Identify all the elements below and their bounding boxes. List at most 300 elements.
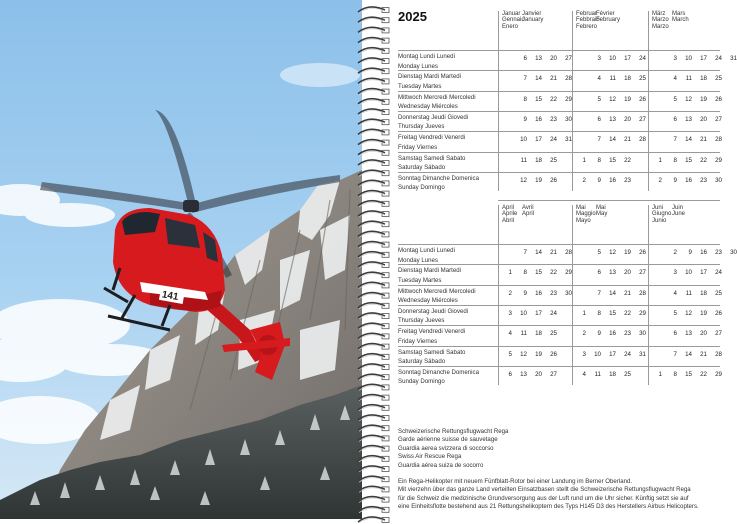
spiral-ring [358, 354, 389, 360]
day-number: 29 [639, 309, 646, 317]
spiral-ring [358, 517, 389, 523]
row-divider [398, 305, 720, 306]
day-number: 16 [609, 176, 616, 184]
spiral-ring [358, 374, 389, 380]
day-number: 16 [535, 115, 542, 123]
day-number: 23 [624, 330, 631, 338]
weekday-label [398, 307, 468, 326]
row-divider [398, 91, 720, 92]
month-name-col1 [502, 205, 517, 224]
month-name: Februar [576, 11, 598, 17]
month-separator [572, 205, 573, 385]
weekday-names: Wednesday Miércoles [398, 297, 458, 305]
weekday-names: Friday Viernes [398, 143, 438, 151]
spiral-ring [358, 119, 389, 125]
day-number: 22 [550, 269, 557, 277]
day-number: 19 [624, 249, 631, 256]
month-name: Mai [576, 205, 586, 211]
weekday-names: Saturday Sábado [398, 164, 446, 171]
day-number: 25 [550, 330, 557, 338]
day-number: 24 [550, 136, 557, 144]
day-number: 16 [535, 289, 542, 297]
weekday-names: Monday Lunes [398, 62, 438, 70]
day-number: 17 [624, 55, 631, 62]
day-number: 19 [535, 350, 542, 358]
spiral-ring [358, 323, 389, 329]
month-name-col2 [672, 11, 689, 24]
day-number: 28 [639, 289, 646, 297]
day-number: 20 [550, 55, 557, 62]
month-name: Février [596, 11, 615, 17]
day-number: 3 [582, 350, 586, 358]
month-separator [648, 11, 649, 191]
day-number: 17 [535, 309, 542, 317]
day-number: 28 [639, 136, 646, 144]
spiral-ring [358, 180, 389, 186]
day-number: 26 [715, 309, 722, 317]
day-number: 5 [508, 350, 512, 358]
spiral-ring [358, 99, 389, 105]
day-number: 21 [550, 249, 557, 256]
day-number: 20 [700, 330, 707, 338]
day-number: 14 [685, 350, 692, 358]
day-number: 25 [550, 156, 557, 164]
day-number: 7 [673, 136, 677, 144]
day-number: 19 [535, 176, 542, 184]
weekday-label [398, 133, 465, 152]
spiral-ring [358, 89, 389, 95]
spiral-ring [358, 435, 389, 441]
weekday-names: Wednesday Miércoles [398, 103, 458, 111]
day-number: 16 [700, 249, 707, 256]
day-number: 25 [715, 289, 722, 297]
weekday-names: Sonntag Dimanche Domenica [398, 174, 479, 182]
day-number: 28 [715, 350, 722, 358]
month-name: Marzo [652, 23, 669, 30]
day-number: 6 [597, 115, 601, 123]
spiral-ring [358, 262, 389, 268]
spiral-ring [358, 150, 389, 156]
spiral-ring [358, 395, 389, 401]
day-number: 11 [520, 330, 527, 338]
day-number: 20 [624, 115, 631, 123]
day-number: 25 [639, 75, 646, 83]
day-number: 3 [673, 269, 677, 277]
weekday-names: Montag Lundi Lunedi [398, 247, 455, 254]
day-number: 4 [582, 370, 586, 378]
day-number: 9 [673, 176, 677, 184]
day-number: 11 [685, 289, 692, 297]
day-number: 1 [582, 156, 586, 164]
day-number: 18 [700, 289, 707, 297]
row-divider [398, 264, 720, 265]
month-name: Avril [522, 205, 534, 211]
weekday-label [398, 266, 461, 285]
row-divider [398, 152, 720, 153]
day-number: 2 [673, 249, 677, 256]
day-number: 1 [582, 309, 586, 317]
spiral-ring [358, 231, 389, 237]
weekday-names: Donnerstag Jeudi Giovedi [398, 307, 469, 315]
day-number: 26 [715, 95, 722, 103]
day-number: 13 [609, 269, 616, 277]
month-name-col2 [522, 11, 543, 24]
day-number: 29 [565, 269, 572, 277]
day-number: 7 [597, 289, 601, 297]
weekday-names: Montag Lundi Lunedi [398, 53, 455, 60]
day-number: 31 [639, 350, 646, 358]
month-name: Mayo [576, 217, 591, 224]
weekday-label [398, 174, 479, 193]
day-number: 25 [715, 75, 722, 83]
month-name: April [502, 205, 515, 211]
spiral-ring [358, 507, 389, 513]
day-number: 15 [535, 95, 542, 103]
spiral-ring [358, 272, 389, 278]
spiral-ring [358, 456, 389, 462]
day-number: 6 [523, 55, 527, 62]
caption-line: Guardia aérea suiza de socorro [398, 461, 484, 469]
day-number: 2 [658, 176, 662, 184]
day-number: 31 [730, 55, 737, 62]
spiral-ring [358, 242, 389, 248]
day-number: 14 [535, 75, 542, 83]
day-number: 7 [523, 249, 527, 256]
day-number: 13 [535, 55, 542, 62]
spiral-ring [358, 78, 389, 84]
day-number: 20 [624, 269, 631, 277]
day-number: 1 [658, 156, 662, 164]
day-number: 29 [715, 156, 722, 164]
day-number: 14 [535, 249, 542, 256]
description-line: für die Schweiz die medizinische Grundversorgung aus der Luft rund um die Uhr sicher. Künftig setzt sie auf [398, 494, 689, 502]
day-number: 31 [565, 136, 572, 144]
day-number: 30 [730, 249, 737, 256]
day-number: 8 [597, 309, 601, 317]
row-divider [398, 346, 720, 347]
day-number: 13 [609, 115, 616, 123]
weekday-names: Thursday Jueves [398, 123, 445, 131]
day-number: 16 [609, 330, 616, 338]
day-number: 10 [685, 269, 692, 277]
day-number: 5 [597, 95, 601, 103]
spiral-ring [358, 68, 389, 74]
day-number: 1 [658, 370, 662, 378]
day-number: 1 [508, 269, 512, 277]
caption-line: Garde aérienne suisse de sauvetage [398, 436, 498, 444]
weekday-names: Sonntag Dimanche Domenica [398, 368, 479, 376]
day-number: 23 [550, 115, 557, 123]
month-name-col1 [652, 205, 671, 224]
day-number: 9 [597, 176, 601, 184]
day-number: 21 [700, 136, 707, 144]
day-number: 27 [715, 115, 722, 123]
day-number: 10 [685, 55, 692, 62]
caption-line: Schweizerische Rettungsflugwacht Rega [398, 428, 509, 435]
row-divider [398, 70, 720, 71]
day-number: 13 [685, 115, 692, 123]
weekday-label [398, 348, 465, 367]
day-number: 12 [609, 95, 616, 103]
day-number: 17 [700, 269, 707, 277]
day-number: 12 [520, 176, 527, 184]
caption-line: Swiss Air Rescue Rega [398, 453, 462, 461]
month-separator [648, 205, 649, 385]
spiral-ring [358, 129, 389, 135]
month-name: Junio [652, 217, 667, 224]
day-number: 7 [673, 350, 677, 358]
day-number: 26 [639, 95, 646, 103]
month-name: June [672, 211, 686, 218]
day-number: 28 [565, 75, 572, 83]
day-number: 3 [508, 309, 512, 317]
day-number: 6 [673, 330, 677, 338]
day-number: 7 [597, 136, 601, 144]
month-name: Janvier [522, 11, 542, 17]
month-name: Giugno [652, 211, 672, 218]
month-name: Januar [502, 11, 521, 17]
month-name: Aprile [502, 211, 518, 218]
weekday-names: Mittwoch Mercredi Mercoledi [398, 93, 476, 101]
month-name-col1 [576, 205, 596, 224]
month-name-col2 [596, 11, 620, 24]
day-number: 6 [597, 269, 601, 277]
day-number: 21 [550, 75, 557, 83]
day-number: 21 [624, 136, 631, 144]
month-name: February [596, 17, 621, 24]
day-number: 4 [673, 75, 677, 83]
day-number: 26 [639, 249, 646, 256]
weekday-names: Samstag Samedi Sabato [398, 348, 466, 356]
spiral-ring [358, 160, 389, 166]
row-divider [398, 111, 720, 112]
weekday-names: Freitag Vendredi Venerdi [398, 328, 466, 336]
day-number: 8 [523, 269, 527, 277]
weekday-names: Donnerstag Jeudi Giovedi [398, 113, 469, 121]
weekday-names: Saturday Sábado [398, 358, 446, 365]
description-line: Ein Rega-Helikopter mit neuem Fünfblatt-Rotor bei einer Landung im Berner Oberland. [398, 478, 633, 485]
spiral-ring [358, 415, 389, 421]
day-number: 12 [685, 309, 692, 317]
day-number: 22 [550, 95, 557, 103]
day-number: 23 [700, 176, 707, 184]
row-divider [398, 244, 720, 245]
month-name-col2 [596, 205, 607, 218]
month-name: Enero [502, 23, 519, 30]
day-number: 19 [700, 95, 707, 103]
day-number: 10 [594, 350, 601, 358]
day-number: 2 [582, 330, 586, 338]
day-number: 18 [535, 330, 542, 338]
spiral-ring [358, 405, 389, 411]
helicopter-number: 141 [160, 289, 180, 304]
day-number: 2 [582, 176, 586, 184]
spiral-ring [358, 17, 389, 23]
day-number: 12 [609, 249, 616, 256]
day-number: 10 [520, 136, 527, 144]
day-number: 14 [685, 136, 692, 144]
day-number: 4 [508, 330, 512, 338]
row-divider [398, 172, 720, 173]
day-number: 12 [685, 95, 692, 103]
day-number: 29 [715, 370, 722, 378]
day-number: 4 [673, 289, 677, 297]
spiral-ring [358, 211, 389, 217]
day-number: 27 [639, 115, 646, 123]
weekday-names: Thursday Jueves [398, 317, 445, 325]
day-number: 5 [597, 249, 601, 256]
spiral-ring [358, 293, 389, 299]
month-name: Mars [672, 11, 686, 17]
spiral-ring [358, 7, 389, 13]
spiral-ring [358, 221, 389, 227]
weekday-names: Friday Viernes [398, 337, 438, 345]
weekday-label [398, 93, 476, 112]
day-number: 9 [597, 330, 601, 338]
day-number: 24 [639, 55, 646, 62]
day-number: 18 [535, 156, 542, 164]
month-name-col1 [652, 11, 669, 30]
month-name: Mai [596, 205, 606, 211]
spiral-ring [358, 384, 389, 390]
day-number: 30 [565, 289, 572, 297]
year-divider [498, 200, 720, 201]
weekday-names: Dienstag Mardi Martedi [398, 73, 461, 81]
day-number: 30 [565, 115, 572, 123]
day-number: 25 [624, 370, 631, 378]
month-name: März [652, 11, 666, 17]
year-title: 2025 [398, 9, 427, 24]
day-number: 4 [597, 75, 601, 83]
caption-line: Guardia aerea svizzera di soccorso [398, 444, 494, 452]
day-number: 9 [688, 249, 692, 256]
calendar-page [390, 0, 737, 519]
month-separator [498, 205, 499, 385]
spiral-ring [358, 140, 389, 146]
description-line: eine Einheitsflotte bestehend aus 21 Rettungshelikoptern des Typs H145 D3 des Herstellers Airbus Helicopters. [398, 503, 699, 511]
photo-caption-titles [398, 428, 720, 470]
day-number: 12 [520, 350, 527, 358]
spiral-ring [358, 170, 389, 176]
spiral-ring [358, 191, 389, 197]
weekday-names: Freitag Vendredi Venerdi [398, 134, 466, 142]
day-number: 6 [673, 115, 677, 123]
day-number: 24 [550, 309, 557, 317]
day-number: 16 [685, 176, 692, 184]
day-number: 21 [624, 289, 631, 297]
day-number: 9 [523, 289, 527, 297]
day-number: 17 [535, 136, 542, 144]
spiral-ring [358, 303, 389, 309]
day-number: 17 [700, 55, 707, 62]
month-separator [572, 11, 573, 191]
weekday-label [398, 327, 465, 346]
day-number: 9 [523, 115, 527, 123]
spiral-ring [358, 497, 389, 503]
weekday-names: Samstag Samedi Sabato [398, 154, 466, 162]
day-number: 27 [550, 370, 557, 378]
day-number: 10 [609, 55, 616, 62]
spiral-ring [358, 48, 389, 54]
day-number: 17 [609, 350, 616, 358]
day-number: 28 [715, 136, 722, 144]
spiral-ring [358, 476, 389, 482]
spiral-ring [358, 466, 389, 472]
day-number: 24 [715, 269, 722, 277]
day-number: 19 [700, 309, 707, 317]
month-name: Febbraio [576, 17, 600, 24]
day-number: 30 [639, 330, 646, 338]
day-number: 24 [715, 55, 722, 62]
day-number: 8 [673, 370, 677, 378]
spiral-ring [358, 364, 389, 370]
day-number: 5 [673, 309, 677, 317]
weekday-names: Monday Lunes [398, 256, 438, 264]
weekday-label [398, 113, 468, 132]
day-number: 13 [520, 370, 527, 378]
day-number: 8 [597, 156, 601, 164]
day-number: 20 [700, 115, 707, 123]
day-number: 27 [715, 330, 722, 338]
weekday-label [398, 246, 455, 265]
month-name: Juin [672, 205, 684, 211]
weekday-names: Sunday Domingo [398, 378, 445, 386]
day-number: 11 [520, 156, 527, 164]
day-number: 6 [508, 370, 512, 378]
day-number: 26 [550, 350, 557, 358]
day-number: 22 [700, 156, 707, 164]
day-number: 11 [685, 75, 692, 83]
day-number: 28 [565, 249, 572, 256]
day-number: 23 [624, 176, 631, 184]
spiral-ring [358, 58, 389, 64]
row-divider [398, 50, 720, 51]
spiral-ring [358, 201, 389, 207]
row-divider [398, 131, 720, 132]
spiral-ring [358, 27, 389, 33]
month-separator [498, 11, 499, 191]
weekday-label [398, 368, 479, 387]
day-number: 11 [609, 75, 616, 83]
weekday-names: Mittwoch Mercredi Mercoledi [398, 287, 476, 295]
day-number: 30 [715, 176, 722, 184]
day-number: 15 [535, 269, 542, 277]
day-number: 22 [624, 309, 631, 317]
day-number: 11 [594, 370, 601, 378]
row-divider [398, 325, 720, 326]
day-number: 23 [715, 249, 722, 256]
weekday-names: Tuesday Martes [398, 82, 442, 90]
spiral-ring [358, 333, 389, 339]
day-number: 22 [624, 156, 631, 164]
spiral-ring [358, 282, 389, 288]
day-number: 7 [523, 75, 527, 83]
calendar-photo [0, 0, 362, 519]
weekday-names: Sunday Domingo [398, 184, 445, 192]
day-number: 26 [550, 176, 557, 184]
day-number: 8 [673, 156, 677, 164]
day-number: 5 [673, 95, 677, 103]
day-number: 13 [685, 330, 692, 338]
day-number: 2 [508, 289, 512, 297]
month-name: March [672, 17, 689, 24]
description-line: Mit vierzehn über das ganze Land verteilten Einsatzbasen stellt die Schweizerische Rettungsflugwacht Rega [398, 486, 691, 494]
day-number: 15 [685, 370, 692, 378]
day-number: 18 [700, 75, 707, 83]
day-number: 10 [520, 309, 527, 317]
day-number: 3 [673, 55, 677, 62]
month-name: January [522, 17, 544, 24]
